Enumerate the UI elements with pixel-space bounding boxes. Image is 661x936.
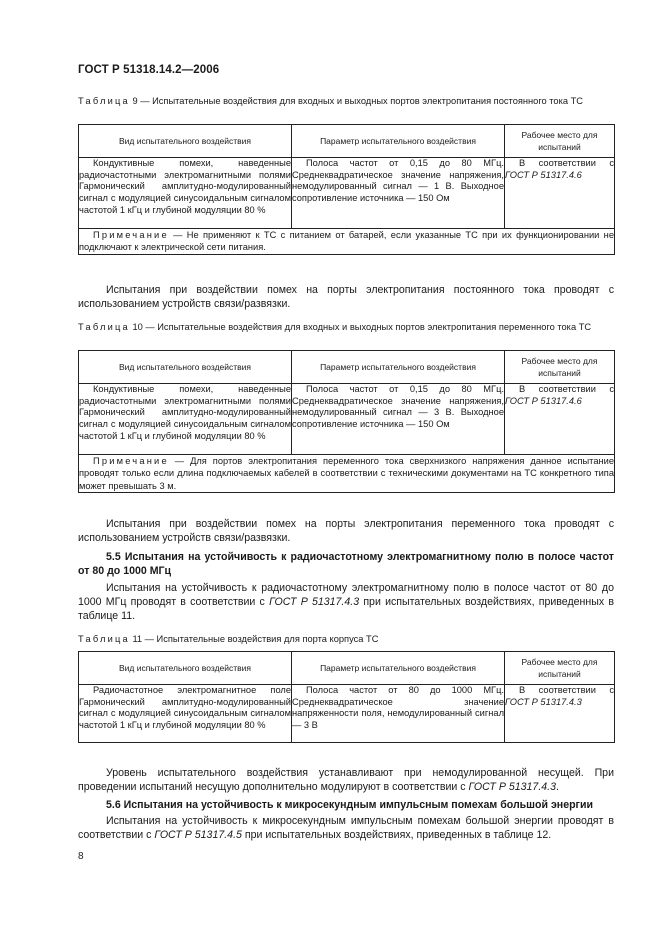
paragraph-text: при испытательных воздействиях, приведенных в таблице 12. bbox=[241, 829, 552, 842]
column-header: Вид испытательного воздействия bbox=[79, 125, 292, 158]
table-cell-parameter: Полоса частот от 0,15 до 80 МГц. Среднеквадратическое значение напряжения, немодулированный сигнал — 1 В. Выходное сопротивление источника — 150 Ом bbox=[292, 158, 505, 229]
table-row bbox=[79, 384, 615, 455]
paragraph-text: Испытания на устойчивость к микросекундным импульсным помехам большой энергии проводят в соответствии с bbox=[78, 815, 614, 842]
table-10-caption bbox=[78, 321, 614, 334]
table-cell-impact: Радиочастотное электромагнитное поле Гармонический амплитудно-модулированный сигнал с модуляцией синусоидальным сигналом частотой 1 кГц и глубиной модуляции 80 % bbox=[79, 685, 292, 743]
table-9-caption-text: 9 — Испытательные воздействия для входных и выходных портов электропитания постоянного тока ТС bbox=[129, 96, 584, 106]
table-9-caption-word: Таблица bbox=[78, 96, 130, 106]
column-header: Параметр испытательного воздействия bbox=[292, 125, 505, 158]
column-header: Рабочее место для испытаний bbox=[505, 351, 615, 384]
column-header: Рабочее место для испытаний bbox=[505, 125, 615, 158]
standard-reference: ГОСТ Р 51317.4.6 bbox=[505, 169, 582, 180]
table-note-row bbox=[79, 455, 615, 493]
section-5-6-heading bbox=[78, 798, 614, 812]
workplace-prefix: В соответствии с bbox=[519, 384, 614, 394]
table-9 bbox=[78, 124, 615, 255]
column-header: Вид испытательного воздействия bbox=[79, 351, 292, 384]
note-word: Примечание bbox=[93, 456, 169, 466]
document-header: ГОСТ Р 51318.14.2—2006 bbox=[78, 64, 220, 76]
table-header-row bbox=[79, 351, 615, 384]
section-5-5-text bbox=[78, 581, 614, 624]
table-cell-impact: Кондуктивные помехи, наведенные радиочастотными электромагнитными полями Гармонический амплитудно-модулированный сигнал с модуляцией синусоидальным сигналом частотой 1 кГц и глубиной модуляции 80 % bbox=[79, 384, 292, 455]
note-word: Примечание bbox=[93, 230, 169, 240]
section-heading-text: 5.5 Испытания на устойчивость к радиочастотному электромагнитному полю в полосе частот от 80 до 1000 МГц bbox=[78, 551, 614, 578]
table-11-caption bbox=[78, 633, 614, 646]
table-10 bbox=[78, 350, 615, 493]
standard-reference: ГОСТ Р 51317.4.3 bbox=[269, 596, 360, 609]
table-cell-impact: Кондуктивные помехи, наведенные радиочастотными электромагнитными полями Гармонический амплитудно-модулированный сигнал с модуляцией синусоидальным сигналом частотой 1 кГц и глубиной модуляции 80 % bbox=[79, 158, 292, 229]
column-header: Вид испытательного воздействия bbox=[79, 652, 292, 685]
table-10-caption-text: 10 — Испытательные воздействия для входных и выходных портов электропитания переменного тока ТС bbox=[129, 322, 592, 332]
paragraph-text: Испытания на устойчивость к радиочастотному электромагнитному полю в полосе частот от 80 до 1000 МГц проводят в соответствии с bbox=[78, 582, 614, 609]
table-row bbox=[79, 158, 615, 229]
table-cell-workplace bbox=[505, 384, 615, 455]
table-9-caption bbox=[78, 95, 614, 108]
table-10-caption-word: Таблица bbox=[78, 322, 130, 332]
paragraph-ac-ports bbox=[78, 517, 614, 545]
page-number: 8 bbox=[78, 851, 84, 862]
table-cell-workplace bbox=[505, 158, 615, 229]
section-5-6-text bbox=[78, 814, 614, 842]
table-cell-parameter: Полоса частот от 0,15 до 80 МГц. Среднеквадратическое значение напряжения, немодулированный сигнал — 3 В. Выходное сопротивление источника — 150 Ом bbox=[292, 384, 505, 455]
column-header: Параметр испытательного воздействия bbox=[292, 351, 505, 384]
table-note-row bbox=[79, 229, 615, 255]
section-heading-text: 5.6 Испытания на устойчивость к микросекундным импульсным помехам большой энергии bbox=[106, 799, 593, 811]
note-text: — Не применяют к ТС с питанием от батарей, если указанные ТС при их функционировании не подключают к электрической сети питания. bbox=[79, 230, 614, 253]
column-header: Параметр испытательного воздействия bbox=[292, 652, 505, 685]
paragraph-text: Испытания при воздействии помех на порты электропитания постоянного тока проводят с использованием устройств связи/развязки. bbox=[78, 284, 614, 311]
table-row bbox=[79, 685, 615, 743]
paragraph-text: . bbox=[556, 781, 559, 794]
workplace-prefix: В соответствии с bbox=[519, 158, 614, 168]
paragraph-carrier-level bbox=[78, 766, 614, 794]
table-note bbox=[79, 455, 615, 493]
standard-reference: ГОСТ Р 51317.4.3 bbox=[505, 696, 582, 707]
standard-reference: ГОСТ Р 51317.4.6 bbox=[505, 395, 582, 406]
table-11-caption-text: 11 — Испытательные воздействия для порта корпуса ТС bbox=[129, 634, 379, 644]
table-header-row bbox=[79, 652, 615, 685]
note-text: — Для портов электропитания переменного тока сверхнизкого напряжения данное испытание проводят только если длина подключаемых кабелей в соответствии с техническими документами на ТС конкретного типа может превышать 3 м. bbox=[79, 456, 614, 491]
table-cell-parameter: Полоса частот от 80 до 1000 МГц. Среднеквадратическое значение напряженности поля, немодулированный сигнал — 3 В bbox=[292, 685, 505, 743]
paragraph-text: Уровень испытательного воздействия устанавливают при немодулированной несущей. При проведении испытаний несущую дополнительно модулируют в соответствии с bbox=[78, 767, 614, 794]
table-header-row bbox=[79, 125, 615, 158]
table-note bbox=[79, 229, 615, 255]
table-11 bbox=[78, 651, 615, 743]
table-cell-workplace bbox=[505, 685, 615, 743]
paragraph-text: Испытания при воздействии помех на порты электропитания переменного тока проводят с использованием устройств связи/развязки. bbox=[78, 518, 614, 545]
column-header: Рабочее место для испытаний bbox=[505, 652, 615, 685]
paragraph-dc-ports bbox=[78, 283, 614, 311]
paragraph-text: при испытательных воздействиях, приведенных в таблице 11. bbox=[78, 596, 614, 623]
workplace-prefix: В соответствии с bbox=[519, 685, 614, 695]
section-5-5-heading bbox=[78, 550, 614, 578]
standard-reference: ГОСТ Р 51317.4.5 bbox=[154, 829, 242, 842]
table-11-caption-word: Таблица bbox=[78, 634, 130, 644]
standard-reference: ГОСТ Р 51317.4.3 bbox=[468, 781, 556, 794]
